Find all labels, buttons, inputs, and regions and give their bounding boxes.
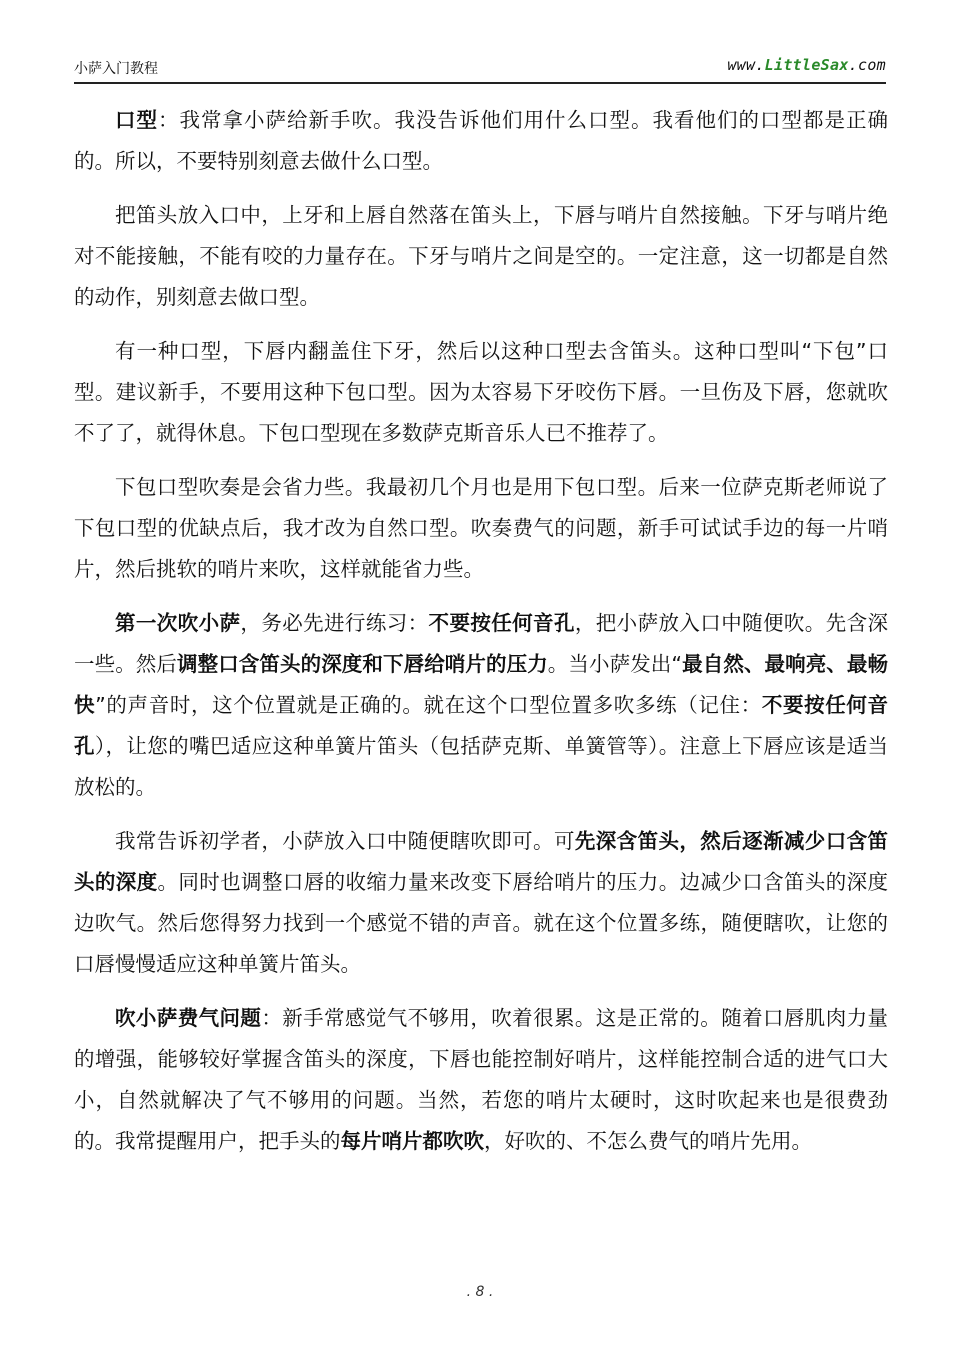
bold-text: 最自然、最响亮、最畅快 xyxy=(74,652,889,717)
body-text: 我常告诉初学者，小萨放入口中随便瞎吹即可。可 xyxy=(115,829,575,853)
body-text: 下包口型吹奏是会省力些。我最初几个月也是用下包口型。后来一位萨克斯老师说了下包口型的优缺点后，我才改为自然口型。吹奏费气的问题，新手可试试手边的每一片哨片，然后挑软的哨片来吹，这样就能省力些。 xyxy=(74,475,888,581)
paragraph xyxy=(74,998,888,1162)
bold-text: 吹小萨费气问题 xyxy=(115,1006,262,1030)
paragraph xyxy=(74,195,888,318)
page-header xyxy=(74,54,886,84)
bold-text: 调整口含笛头的深度和下唇给哨片的压力 xyxy=(177,652,548,676)
body-text: ），让您的嘴巴适应这种单簧片笛头（包括萨克斯、单簧管等）。注意上下唇应该是适当放松的。 xyxy=(74,734,889,799)
url-brand-little: Little xyxy=(764,56,821,74)
bold-text: 每片哨片都吹吹 xyxy=(340,1129,484,1153)
body-text: 把笛头放入口中，上牙和上唇自然落在笛头上，下唇与哨片自然接触。下牙与哨片绝对不能接触，不能有咬的力量存在。下牙与哨片之间是空的。一定注意，这一切都是自然的动作，别刻意去做口型。 xyxy=(74,203,888,309)
body-text: ”的声音时，这个位置就是正确的。就在这个口型位置多吹多练（记住： xyxy=(95,693,762,717)
bold-text: 先深含笛头，然后逐渐减少口含笛头的深度 xyxy=(74,829,889,894)
paragraph xyxy=(74,100,888,182)
body-text: ：我常拿小萨给新手吹。我没告诉他们用什么口型。我看他们的口型都是正确的。所以，不要特别刻意去做什么口型。 xyxy=(74,108,888,173)
document-title: 小萨入门教程 xyxy=(74,61,158,77)
body-text: ，好吹的、不怎么费气的哨片先用。 xyxy=(484,1129,812,1153)
bold-text: 第一次吹小萨 xyxy=(115,611,241,635)
paragraph xyxy=(74,467,888,590)
url-brand-sax: Sax xyxy=(820,56,849,74)
body-text: ：新手常感觉气不够用，吹着很累。这是正常的。随着口唇肌肉力量的增强，能够较好掌握含笛头的深度，下唇也能控制好哨片，这样能控制合适的进气口大小，自然就解决了气不够用的问题。当然，若您的哨片太硬时，这时吹起来也是很费劲的。我常提醒用户，把手头的 xyxy=(74,1006,889,1153)
body-text: ，把小萨放入口中随便吹。先含深一些。然后 xyxy=(74,611,889,676)
body-text: ，务必先进行练习： xyxy=(240,611,429,635)
paragraph xyxy=(74,821,888,985)
website-url[interactable] xyxy=(727,56,886,74)
paragraph xyxy=(74,603,888,808)
url-suffix: .com xyxy=(848,56,886,74)
bold-text: 不要按任何音孔 xyxy=(428,611,575,635)
paragraph xyxy=(74,331,888,454)
body-text: 。当小萨发出“ xyxy=(547,652,683,676)
bold-text: 口型 xyxy=(115,108,158,132)
url-prefix: www. xyxy=(727,56,765,74)
article-body xyxy=(74,100,888,1175)
bold-text: 不要按任何音孔 xyxy=(74,693,889,758)
body-text: 。同时也调整口唇的收缩力量来改变下唇给哨片的压力。边减少口含笛头的深度边吹气。然后您得努力找到一个感觉不错的声音。就在这个位置多练，随便瞎吹，让您的口唇慢慢适应这种单簧片笛头。 xyxy=(74,870,889,976)
page-number: . 8 . xyxy=(466,1284,494,1300)
body-text: 有一种口型，下唇内翻盖住下牙，然后以这种口型去含笛头。这种口型叫“下包”口型。建议新手，不要用这种下包口型。因为太容易下牙咬伤下唇。一旦伤及下唇，您就吹不了了，就得休息。下包口型现在多数萨克斯音乐人已不推荐了。 xyxy=(74,339,888,445)
